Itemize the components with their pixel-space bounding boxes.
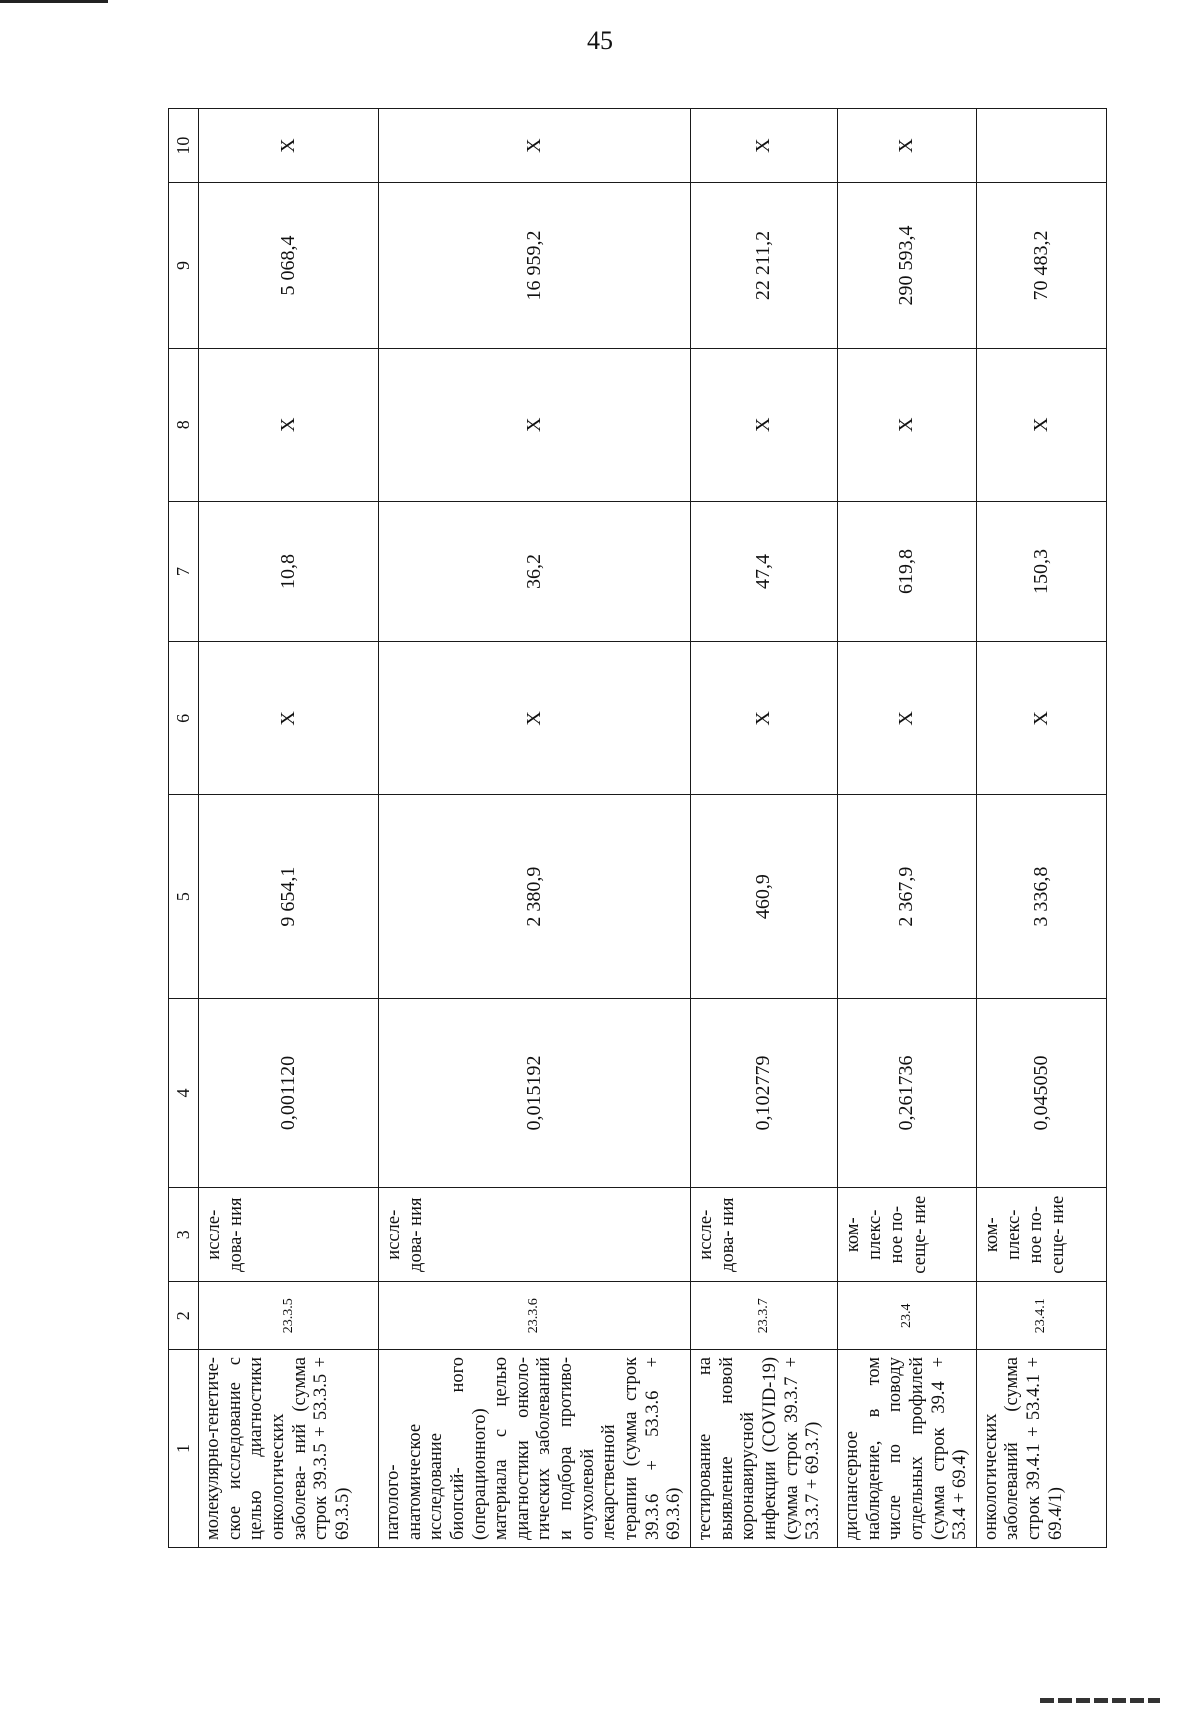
row-col6: X <box>976 642 1106 795</box>
header-col-7: 7 <box>169 501 199 642</box>
row-col4: 0,102779 <box>690 998 837 1187</box>
row-col4: 0,045050 <box>976 998 1106 1187</box>
header-row <box>169 109 199 1548</box>
header-col-2: 2 <box>169 1282 199 1350</box>
row-code: 23.3.7 <box>690 1282 837 1350</box>
row-col5: 2 367,9 <box>837 795 976 999</box>
row-col9: 70 483,2 <box>976 183 1106 348</box>
row-name: диспансерное наблюдение, в том числе по поводу отдельных профилей (сумма строк 39.4 + 53.4 + 69.4) <box>837 1349 976 1547</box>
rotated-table-frame <box>168 108 1069 1548</box>
row-col4: 0,015192 <box>379 998 691 1187</box>
row-col8: X <box>976 348 1106 501</box>
row-unit: иссле- дова- ния <box>199 1187 379 1282</box>
row-col8: X <box>690 348 837 501</box>
row-col8: X <box>199 348 379 501</box>
header-col-1: 1 <box>169 1349 199 1547</box>
row-col5: 9 654,1 <box>199 795 379 999</box>
row-code: 23.3.6 <box>379 1282 691 1350</box>
row-col8: X <box>379 348 691 501</box>
row-col9: 22 211,2 <box>690 183 837 348</box>
table-row <box>837 109 976 1548</box>
row-col9: 290 593,4 <box>837 183 976 348</box>
row-col10: X <box>379 109 691 183</box>
table-row <box>199 109 379 1548</box>
header-col-4: 4 <box>169 998 199 1187</box>
row-unit: иссле- дова- ния <box>690 1187 837 1282</box>
row-unit: ком- плекс- ное по- сеще- ние <box>976 1187 1106 1282</box>
scan-footer-mark <box>1040 1698 1160 1703</box>
header-col-5: 5 <box>169 795 199 999</box>
row-col9: 16 959,2 <box>379 183 691 348</box>
row-col6: X <box>690 642 837 795</box>
row-col5: 460,9 <box>690 795 837 999</box>
table-row <box>976 109 1106 1548</box>
row-col4: 0,001120 <box>199 998 379 1187</box>
row-code: 23.4.1 <box>976 1282 1106 1350</box>
scan-corner-mark <box>0 0 108 3</box>
row-unit: ком- плекс- ное по- сеще- ние <box>837 1187 976 1282</box>
row-col6: X <box>837 642 976 795</box>
row-col10: X <box>690 109 837 183</box>
header-col-10: 10 <box>169 109 199 183</box>
header-col-9: 9 <box>169 183 199 348</box>
page-number: 45 <box>587 26 613 55</box>
row-col4: 0,261736 <box>837 998 976 1187</box>
row-col7: 150,3 <box>976 501 1106 642</box>
row-col6: X <box>199 642 379 795</box>
row-col6: X <box>379 642 691 795</box>
rotated-table-container <box>168 108 1069 1548</box>
row-col7: 36,2 <box>379 501 691 642</box>
row-col7: 47,4 <box>690 501 837 642</box>
row-col8: X <box>837 348 976 501</box>
row-unit: иссле- дова- ния <box>379 1187 691 1282</box>
header-col-3: 3 <box>169 1187 199 1282</box>
row-col10: X <box>837 109 976 183</box>
header-col-6: 6 <box>169 642 199 795</box>
row-col7: 10,8 <box>199 501 379 642</box>
row-col5: 2 380,9 <box>379 795 691 999</box>
row-name: патолого-анатомическое исследование биопсий- ного (операционного) материала с целью диагностики онколо- гических заболеваний и подбора противо- опухолевой лекарственной терапии (сумма строк 39.3.6 + 53.3.6 + 69.3.6) <box>379 1349 691 1547</box>
row-col9: 5 068,4 <box>199 183 379 348</box>
row-name: онкологических заболеваний (сумма строк 39.4.1 + 53.4.1 + 69.4/1) <box>976 1349 1106 1547</box>
row-code: 23.3.5 <box>199 1282 379 1350</box>
row-name: молекулярно-генетиче- ское исследование с целью диагностики онкологических заболева- ний (сумма строк 39.3.5 + 53.3.5 + 69.3.5) <box>199 1349 379 1547</box>
row-col5: 3 336,8 <box>976 795 1106 999</box>
data-table <box>168 108 1107 1548</box>
table-row <box>690 109 837 1548</box>
row-code: 23.4 <box>837 1282 976 1350</box>
row-col7: 619,8 <box>837 501 976 642</box>
row-col10 <box>976 109 1106 183</box>
table-row <box>379 109 691 1548</box>
row-col10: X <box>199 109 379 183</box>
row-name: тестирование на выявление новой коронавирусной инфекции (COVID-19) (сумма строк 39.3.7 + 53.3.7 + 69.3.7) <box>690 1349 837 1547</box>
header-col-8: 8 <box>169 348 199 501</box>
